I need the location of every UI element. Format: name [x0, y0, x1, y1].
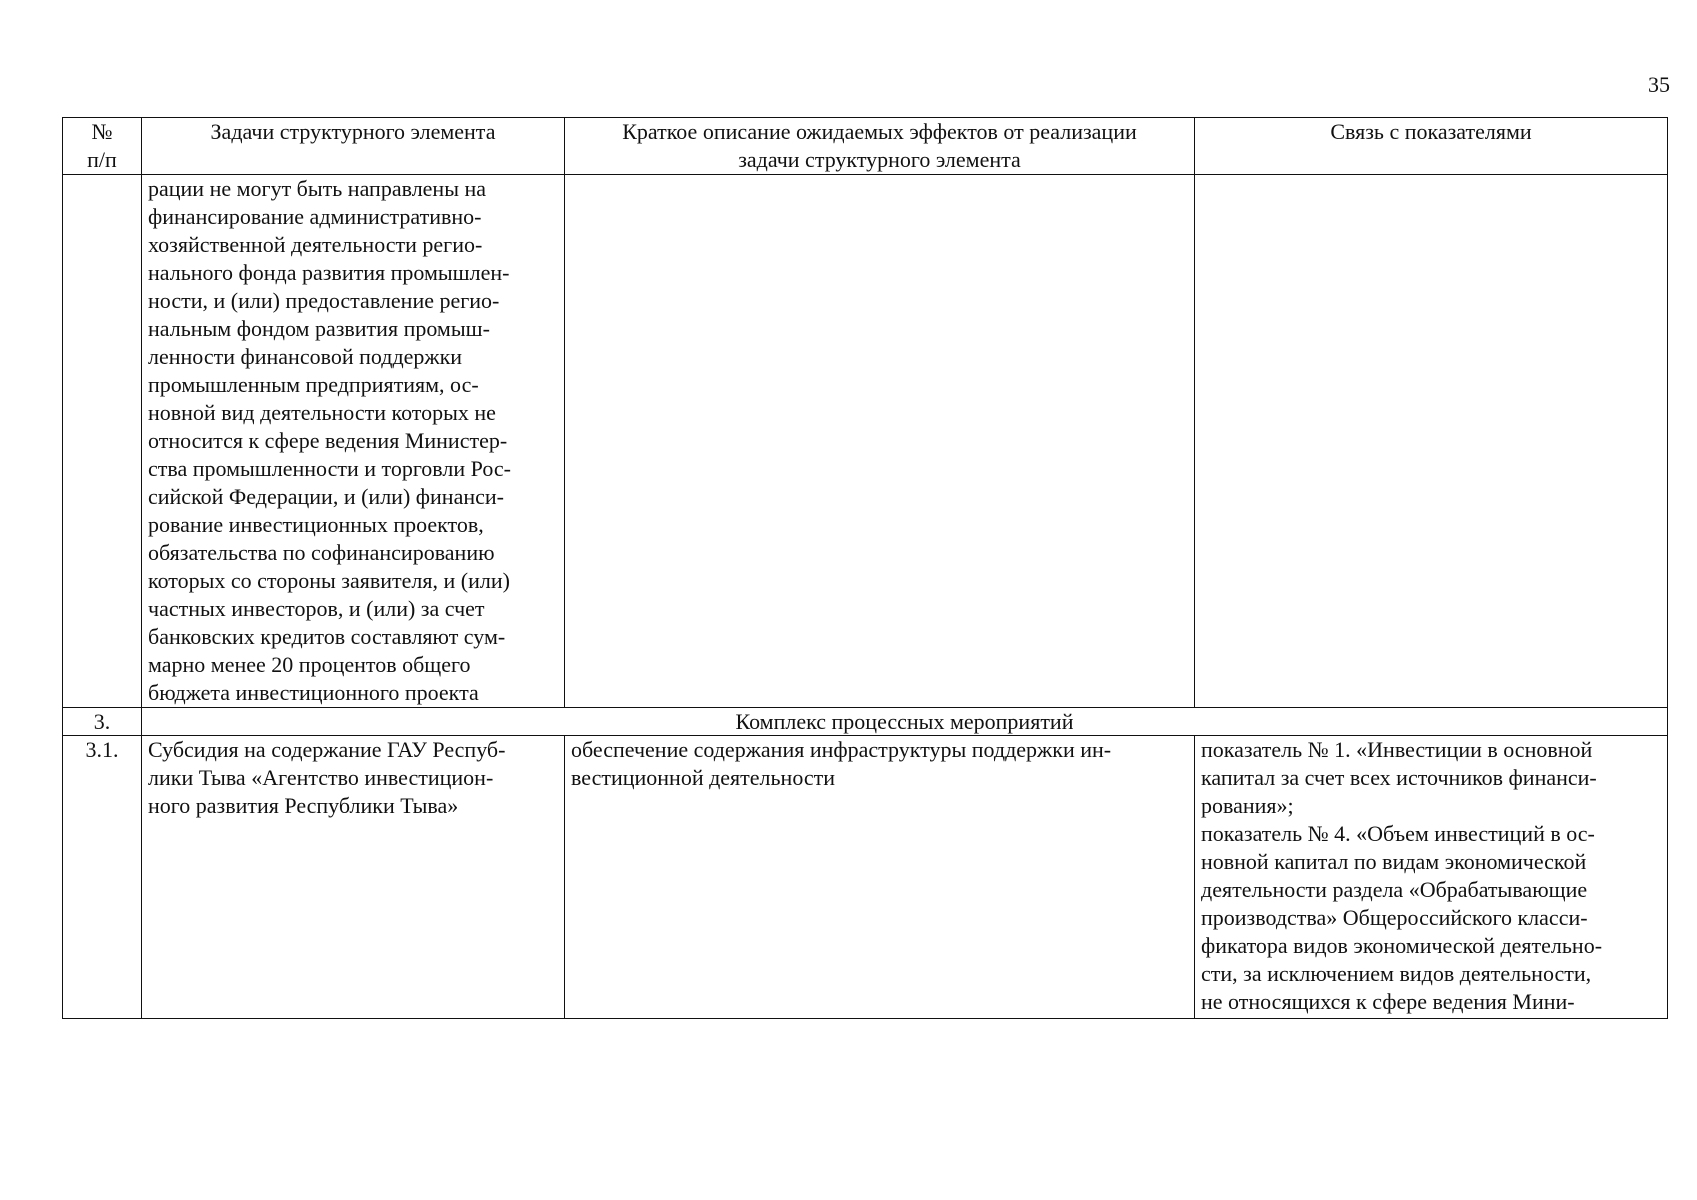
header-number: № п/п — [63, 118, 142, 175]
header-tasks: Задачи структурного элемента — [142, 118, 565, 175]
section-title: Комплекс процессных мероприятий — [142, 708, 1668, 736]
cell-indicators — [1195, 175, 1668, 708]
cell-effects — [565, 175, 1195, 708]
section-number: 3. — [63, 708, 142, 736]
cell-indicators: показатель № 1. «Инвестиции в основной капитал за счет всех источников финанси- рования»; показатель № 4. «Объем инвестиций в ос- новной капитал по видам экономической деятельности раздела «Обрабатывающие производства» Общероссийского класси- фикатора видов экономической деятельно- сти, за исключением видов деятельности, не относящихся к сфере ведения Мини- — [1195, 736, 1668, 1019]
header-indicators: Связь с показателями — [1195, 118, 1668, 175]
table-row-3-1 — [63, 736, 1668, 1019]
cell-number: 3.1. — [63, 736, 142, 1019]
table-row-continuation — [63, 175, 1668, 708]
cell-tasks: Субсидия на содержание ГАУ Респуб- лики Тыва «Агентство инвестицион- ного развития Республики Тыва» — [142, 736, 565, 1019]
document-table — [62, 117, 1668, 1019]
table-header-row — [63, 118, 1668, 175]
cell-effects: обеспечение содержания инфраструктуры поддержки ин- вестиционной деятельности — [565, 736, 1195, 1019]
cell-tasks: рации не могут быть направлены на финансирование административно- хозяйственной деятельности регио- нального фонда развития промышлен- ности, и (или) предоставление регио- нальным фондом развития промыш- ленности финансовой поддержки промышленным предприятиям, ос- новной вид деятельности которых не относится к сфере ведения Министер- ства промышленности и торговли Рос- сийской Федерации, и (или) финанси- рование инвестиционных проектов, обязательства по софинансированию которых со стороны заявителя, и (или) частных инвесторов, и (или) за счет банковских кредитов составляют сум- марно менее 20 процентов общего бюджета инвестиционного проекта — [142, 175, 565, 708]
page-number: 35 — [1648, 72, 1670, 97]
cell-number — [63, 175, 142, 708]
header-effects: Краткое описание ожидаемых эффектов от реализации задачи структурного элемента — [565, 118, 1195, 175]
table-row-section — [63, 708, 1668, 736]
